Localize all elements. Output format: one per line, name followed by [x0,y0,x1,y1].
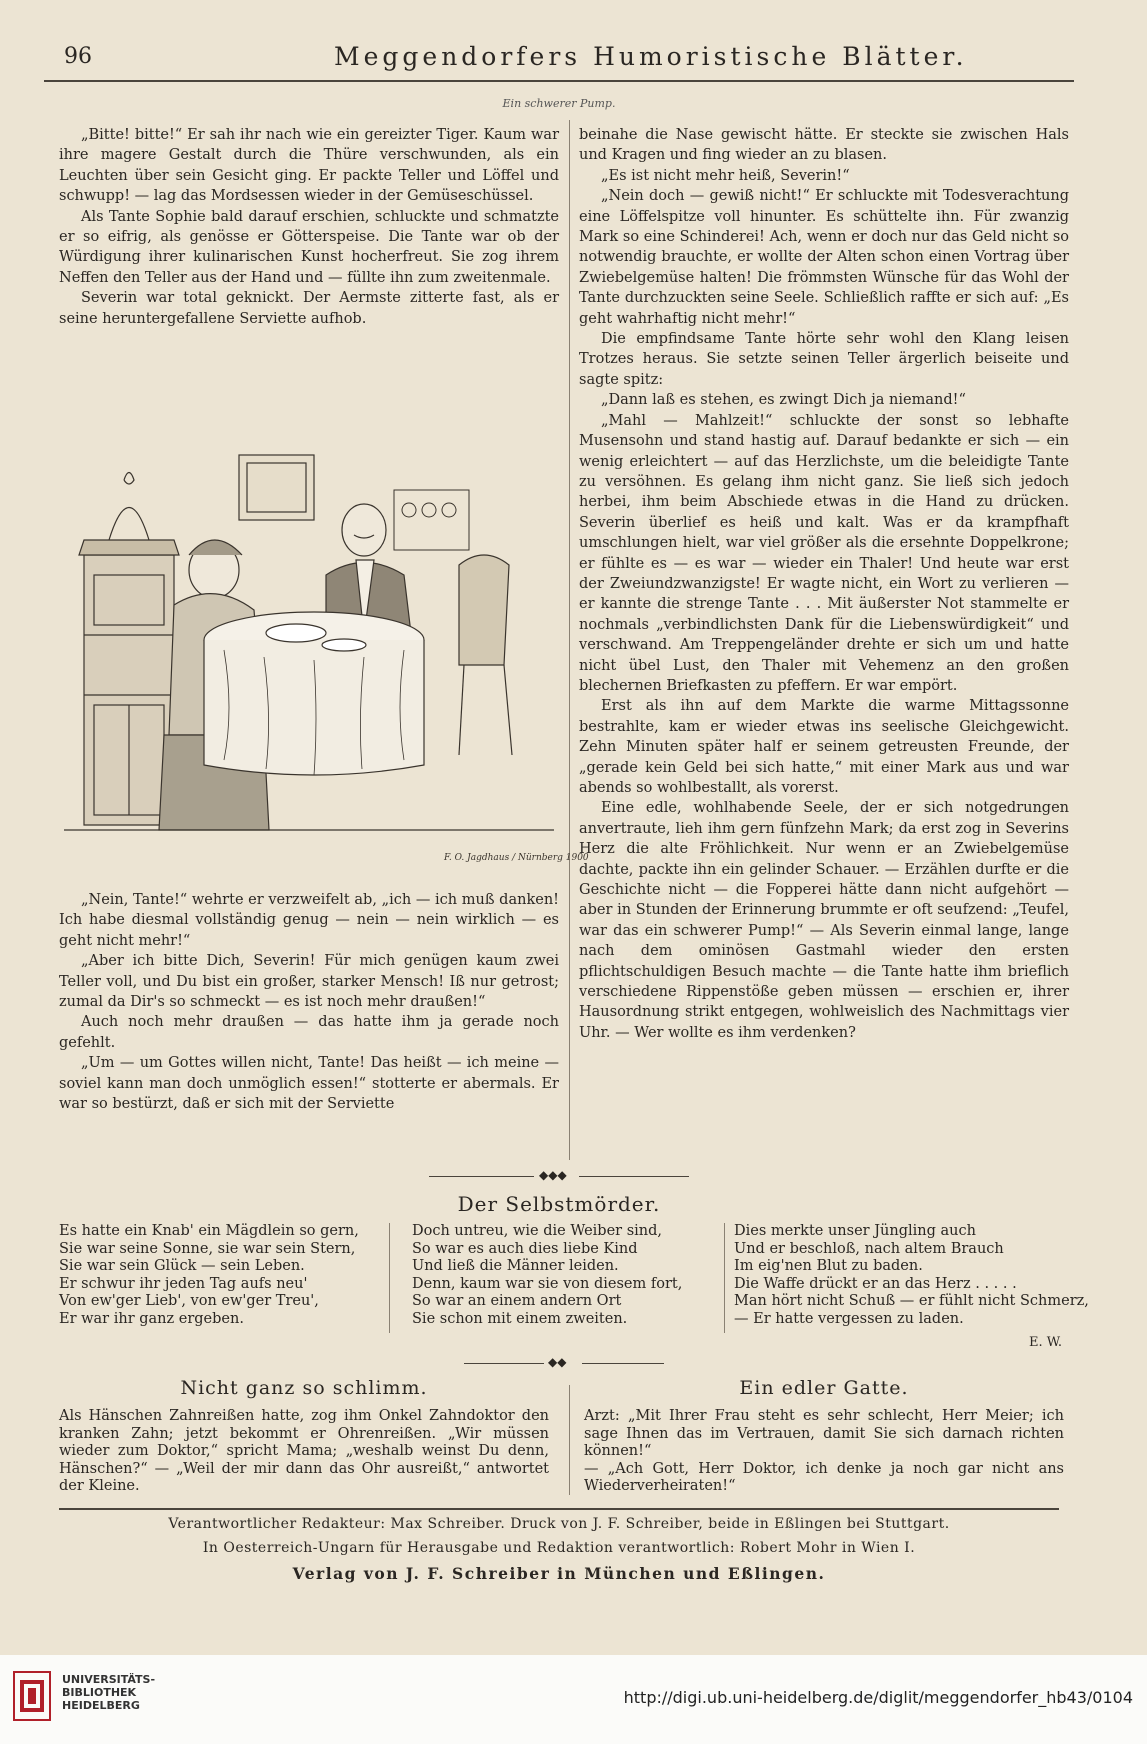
joke2-title: Ein edler Gatte. [739,1377,909,1399]
paragraph: „Bitte! bitte!“ Er sah ihr nach wie ein gereizter Tiger. Kaum war ihre magere Gestalt durch die Thüre verschwunden, als ein Leuchten über sein Gesicht ging. Er packte Teller und Löffel und schwupp! — lag das Mordsessen wieder in der Gemüseschüssel. [59,127,559,205]
poem-divider [724,1223,725,1333]
poem-line: Er war ihr ganz ergeben. [59,1310,244,1327]
speaker: Arzt: [584,1408,620,1424]
poem-line: Sie war seine Sonne, sie war sein Stern, [59,1240,356,1257]
paragraph: Die empfindsame Tante hörte sehr wohl den Klang leisen Trotzes heraus. Sie setzte seinen Teller ärgerlich beiseite und sagte spitz: [579,331,1069,388]
poem-line: — Er hatte vergessen zu laden. [734,1310,964,1327]
paragraph: Auch noch mehr draußen — das hatte ihm ja gerade noch gefehlt. [59,1014,559,1051]
paragraph: „Nein, Tante!“ wehrte er verzweifelt ab, „ich — ich muß danken! Ich habe diesmal vollständig genug — nein — nein wirklich — es geht nicht mehr!“ [59,892,559,949]
paragraph: Eine edle, wohlhabende Seele, der er sich notgedrungen anvertraute, lieh ihm gern fünfzehn Mark; da erst zog in Severins Herz die alte Fröhlichkeit. Nur wenn er an Zwiebelgemüse dachte, packte ihn ein gelinder Schauer. — Erzählen durfte er die Geschichte nicht — die Fopperei hätte dann nicht aufgehört — aber in Stunden der Erinnerung brummte er oft seufzend: „Teufel, war das ein schwerer Pump!“ — Als Severin einmal lange, lange nach dem ominösen Gastmahl wieder den ersten pflichtschuldigen Besuch machte — die Tante hatte ihm brieflich verschiedene Rippenstöße geben müssen — erschien er, ihrer Hausordnung strikt entgegen, wohlweislich des Nachmittags vier Uhr. — Wer wollte es ihm verdenken? [579,800,1069,1041]
poem-line: Denn, kaum war sie von diesem fort, [412,1275,683,1292]
story-title: Ein schwerer Pump. [502,97,616,110]
poem-line: Im eig'nen Blut zu baden. [734,1258,923,1275]
running-header [44,40,1074,82]
paragraph: Severin war total geknickt. Der Aermste zitterte fast, als er seine heruntergefallene Serviette aufhob. [59,290,559,327]
dinner-illustration [64,435,589,875]
institution-line: UNIVERSITÄTS- [62,1673,156,1686]
paragraph: Erst als ihn auf dem Markte die warme Mittagssonne bestrahlte, kam er wieder etwas ins seelische Gleichgewicht. Zehn Minuten später half er seinem getreusten Freunde, der „gerade kein Geld bei sich hatte,“ mit einer Mark aus und war abends so wohlbestallt, als vorerst. [579,698,1069,796]
poem-line: Die Waffe drückt er an das Herz . . . . . [734,1275,1017,1292]
institution-line: BIBLIOTHEK [62,1686,137,1699]
poem-line: Es hatte ein Knab' ein Mägdlein so gern, [59,1223,359,1239]
poem-line: Man hört nicht Schuß — er fühlt nicht Schmerz, [734,1293,1089,1310]
speaker: — [584,1460,599,1477]
paragraph: „Um — um Gottes willen nicht, Tante! Das heißt — ich meine — soviel kann man doch unmöglich essen!“ stotterte er abermals. Er war so bestürzt, daß er sich mit der Serviette [59,1055,559,1113]
poem-line: Sie war sein Glück — sein Leben. [59,1258,305,1275]
poem-divider [389,1223,390,1333]
poem-line: Und ließ die Männer leiden. [412,1258,619,1275]
joke1-text [59,1408,549,1496]
page-content [44,40,1089,1640]
page-number: 96 [64,44,92,69]
story-left-bottom [59,890,559,1114]
dialogue: „Mit Ihrer Frau steht es sehr schlecht, Herr Meier; ich sage Ihnen das im Vertrauen, damit Sie sich darnach richten können!“ [584,1408,1064,1459]
poem-line: So war an einem andern Ort [412,1293,622,1310]
paragraph: beinahe die Nase gewischt hätte. Er steckte sie zwischen Hals und Kragen und fing wieder an zu blasen. [579,127,1069,164]
paragraph: Als Hänschen Zahnreißen hatte, zog ihm Onkel Zahndoktor den kranken Zahn; jetzt bekommt er Ohrenreißen. „Wir müssen wieder zum Doktor,“ spricht Mama; „weshalb weinst Du denn, Hänschen?“ — „Weil der mir dann das Ohr ausreißt,“ antwortet der Kleine. [59,1408,549,1494]
joke2-text [584,1408,1064,1496]
poem-line: Von ew'ger Lieb', von ew'ger Treu', [59,1293,319,1310]
paragraph: „Aber ich bitte Dich, Severin! Für mich genügen kaum zwei Teller voll, und Du bist ein großer, starker Mensch! Iß nur getrost; zumal da Dir's so schmeckt — es ist noch mehr draußen!“ [59,953,559,1011]
column-divider [569,120,570,1160]
joke1-title: Nicht ganz so schlimm. [180,1377,428,1399]
journal-title: Meggendorfers Humoristische Blätter. [334,42,968,71]
poem-line: Sie schon mit einem zweiten. [412,1310,628,1327]
poem-title: Der Selbstmörder. [457,1192,661,1216]
footer-publisher: Verlag von J. F. Schreiber in München und Eßlingen. [292,1564,826,1583]
illustration-signature: F. O. Jagdhaus / Nürnberg 1900 [444,853,589,863]
ornament-divider: ◆◆ [464,1357,664,1371]
dialogue: „Ach Gott, Herr Doktor, ich denke ja noch gar nicht ans Wiederverheiraten!“ [584,1460,1064,1494]
institution-line: HEIDELBERG [62,1699,140,1712]
footer-line-2: In Oesterreich-Ungarn für Herausgabe und Redaktion verantwortlich: Robert Mohr in Wien I. [202,1540,916,1556]
poem-signature: E. W. [1029,1335,1062,1350]
university-library-logo [12,1670,52,1722]
source-url[interactable]: http://digi.ub.uni-heidelberg.de/diglit/meggendorfer_hb43/0104 [623,1688,1133,1707]
story-left-top [59,125,559,329]
footer-line-1: Verantwortlicher Redakteur: Max Schreiber. Druck von J. F. Schreiber, beide in Eßlingen bei Stuttgart. [168,1516,950,1532]
poem-line: So war es auch dies liebe Kind [412,1240,638,1257]
ornament-divider: ◆◆◆ [429,1170,689,1184]
paragraph: „Es ist nicht mehr heiß, Severin!“ [601,167,850,184]
footer-rule [59,1508,1059,1510]
poem-line: Er schwur ihr jeden Tag aufs neu' [59,1275,308,1292]
paragraph: „Nein doch — gewiß nicht!“ Er schluckte mit Todesverachtung eine Löffelspitze voll hinunter. Es schüttelte ihn. Für zwanzig Mark so eine Schinderei! Ach, wenn er doch nur das Geld nicht so notwendig brauchte, er wollte der Alten schon einen Vortrag über Zwiebelgemüse halten! Die frömmsten Wünsche für das Wohl der Tante durchzuckten seine Seele. Schließlich raffte er sich auf: „Es geht wahrhaftig nicht mehr!“ [579,188,1069,327]
joke-divider [569,1385,570,1495]
poem-stanza-2 [412,1223,682,1329]
poem-line: Doch untreu, wie die Weiber sind, [412,1223,662,1239]
poem-line: Und er beschloß, nach altem Brauch [734,1240,1004,1257]
story-right [579,125,1069,1043]
poem-stanza-1 [59,1223,359,1329]
poem-stanza-3 [734,1223,1089,1329]
paragraph: Als Tante Sophie bald darauf erschien, schluckte und schmatzte er so eifrig, als genösse er Götterspeise. Die Tante war ob der Würdigung ihrer kulinarischen Kunst hocherfreut. Sie zog ihrem Neffen den Teller aus der Hand und — füllte ihn zum zweitenmale. [59,208,559,286]
paragraph: „Mahl — Mahlzeit!“ schluckte der sonst so lebhafte Musensohn und stand hastig auf. Darauf bedankte er sich — ein wenig erleichtert — auf das Herzlichste, um die beleidigte Tante zu versöhnen. Es gelang ihm nicht ganz. Sie ließ sich jedoch herbei, ihm beim Abschiede etwas in die Hand zu drücken. Severin überlief es heiß und kalt. Was er da krampfhaft umschlungen hielt, war viel größer als die ersehnte Doppelkrone; er fühlte es — es war — wieder ein Thaler! Und heute war erst der Zweiundzwanzigste! Er wagte nicht, ein Wort zu verlieren — er kannte die strenge Tante . . . Mit äußerster Not stammelte er nochmals „verbindlichsten Dank für die Liebenswürdigkeit“ und verschwand. Am Treppengeländer drehte er sich um und hatte nicht übel Lust, den Thaler mit Vehemenz an den großen blechernen Briefkasten zu pfeffern. Er war empört. [579,412,1069,694]
paragraph: „Dann laß es stehen, es zwingt Dich ja niemand!“ [601,392,966,409]
institution-name [62,1673,155,1712]
poem-line: Dies merkte unser Jüngling auch [734,1223,976,1239]
